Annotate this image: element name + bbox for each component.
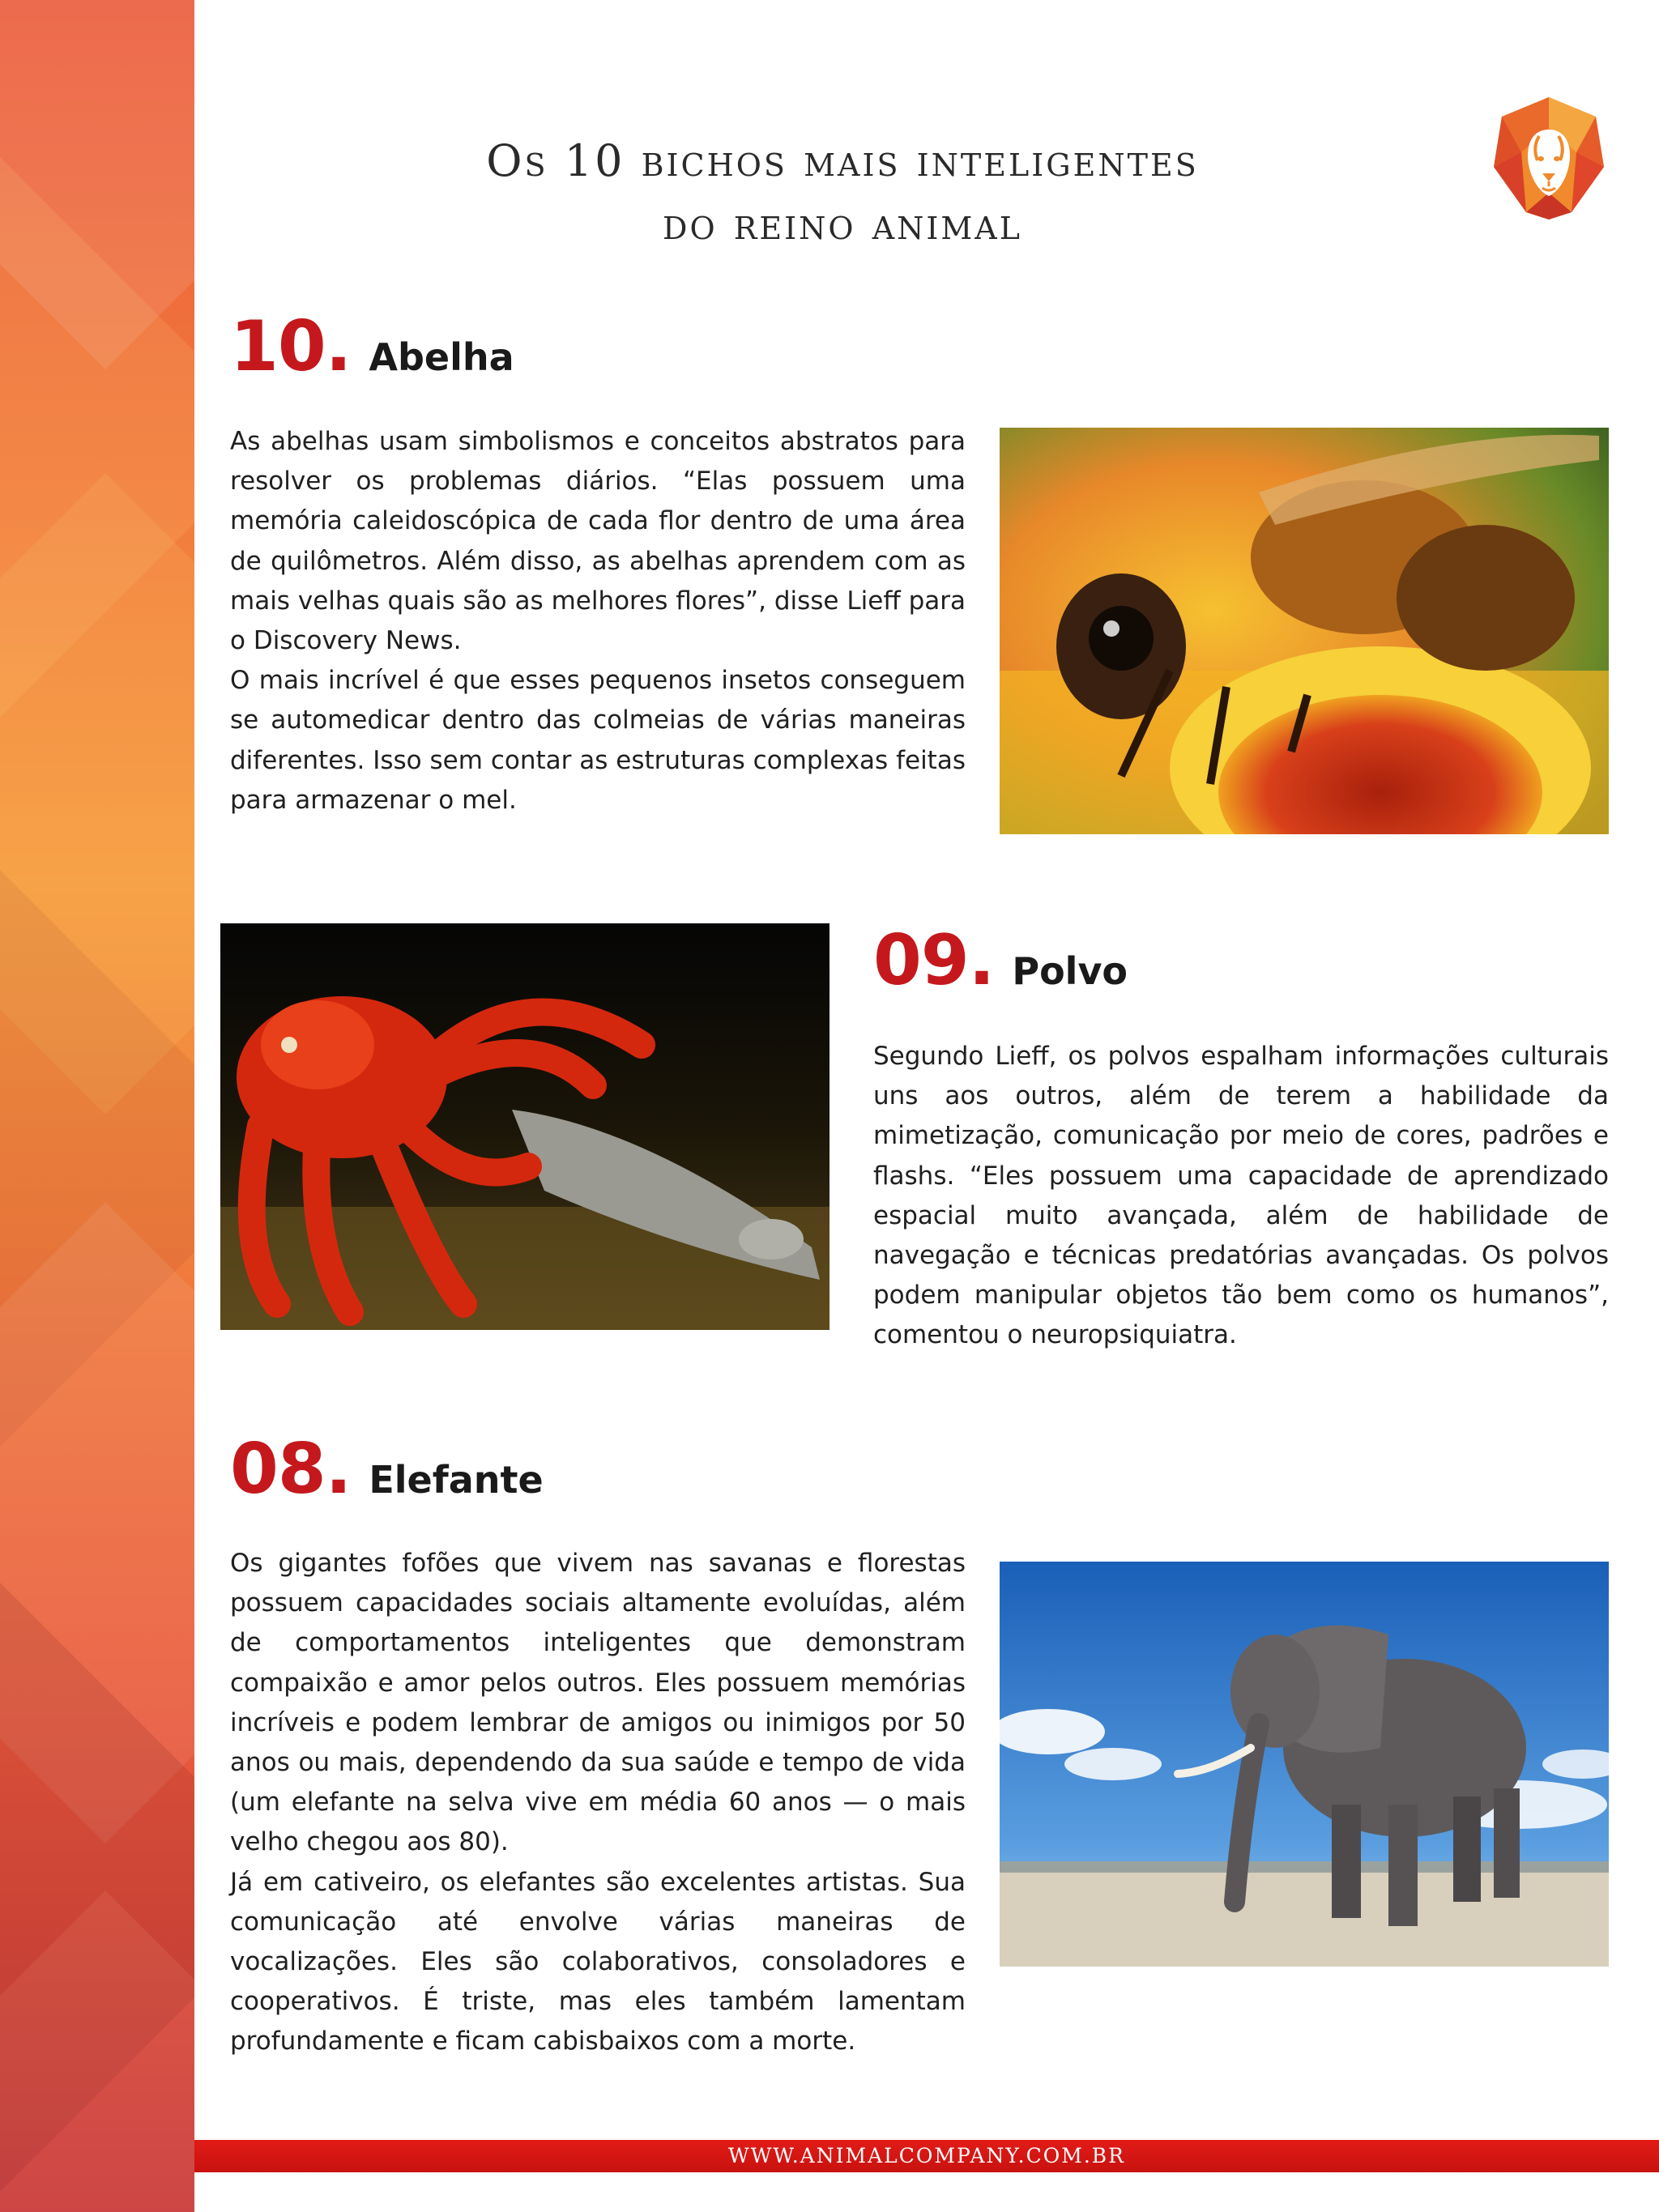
section-text-elefante — [230, 1544, 966, 2062]
section-text-abelha — [230, 422, 966, 820]
side-decoration-band — [0, 0, 194, 2212]
lion-head-logo-icon — [1492, 96, 1606, 221]
paragraph: Os gigantes fofões que vivem nas savanas e florestas possuem capacidades sociais altamente evoluídas, além de comportamentos inteligentes que demonstram compaixão e amor pelos outros. Eles possuem memórias incríveis e podem lembrar de amigos ou inimigos por 50 anos ou mais, dependendo da sua saúde e tempo de vida (um elefante na selva vive em média 60 anos — o mais velho chegou aos 80). — [230, 1549, 966, 1857]
footer-bar — [194, 2140, 1659, 2172]
section-number: 09. — [873, 920, 995, 1001]
title-line-2: do reino animal — [662, 198, 1022, 249]
elephant-on-savanna-photo — [1000, 1562, 1609, 1967]
paragraph: Segundo Lieff, os polvos espalham informações culturais uns aos outros, além de terem a habilidade da mimetização, comunicação por meio de cores, padrões e flashs. “Eles possuem uma capacidade de aprendizado espacial muito avançada, além de habilidade de navegação e técnicas predatórias avançadas. Os polvos podem manipular objetos tão bem como os humanos”, comentou o neuropsiquiatra. — [873, 1042, 1609, 1350]
section-number: 08. — [230, 1429, 352, 1510]
section-heading-elefante — [230, 1429, 544, 1510]
title-line-1: Os 10 bichos mais inteligentes — [486, 135, 1199, 186]
paragraph: Já em cativeiro, os elefantes são excelentes artistas. Sua comunicação até envolve várias maneiras de vocalizações. Eles são colaborativos, consoladores e cooperativos. É triste, mas eles também lamentam profundamente e ficam cabisbaixos com a morte. — [230, 1867, 966, 2056]
page-title — [243, 130, 1442, 256]
section-name: Abelha — [369, 335, 514, 379]
section-text-polvo — [873, 1037, 1609, 1356]
section-heading-abelha — [230, 306, 514, 387]
bee-on-flower-photo — [1000, 428, 1609, 834]
section-heading-polvo — [873, 920, 1128, 1001]
section-name: Elefante — [369, 1458, 544, 1502]
footer-url[interactable]: WWW.ANIMALCOMPANY.COM.BR — [728, 2144, 1125, 2167]
octopus-with-shark-photo — [220, 923, 830, 1330]
section-name: Polvo — [1012, 949, 1128, 993]
section-number: 10. — [230, 306, 352, 387]
paragraph: As abelhas usam simbolismos e conceitos abstratos para resolver os problemas diários. “Elas possuem uma memória caleidoscópica de cada flor dentro de uma área de quilômetros. Além disso, as abelhas aprendem com as mais velhas quais são as melhores flores”, disse Lieff para o Discovery News. — [230, 427, 966, 656]
paragraph: O mais incrível é que esses pequenos insetos conseguem se automedicar dentro das colmeias de várias maneiras diferentes. Isso sem contar as estruturas complexas feitas para armazenar o mel. — [230, 666, 966, 815]
